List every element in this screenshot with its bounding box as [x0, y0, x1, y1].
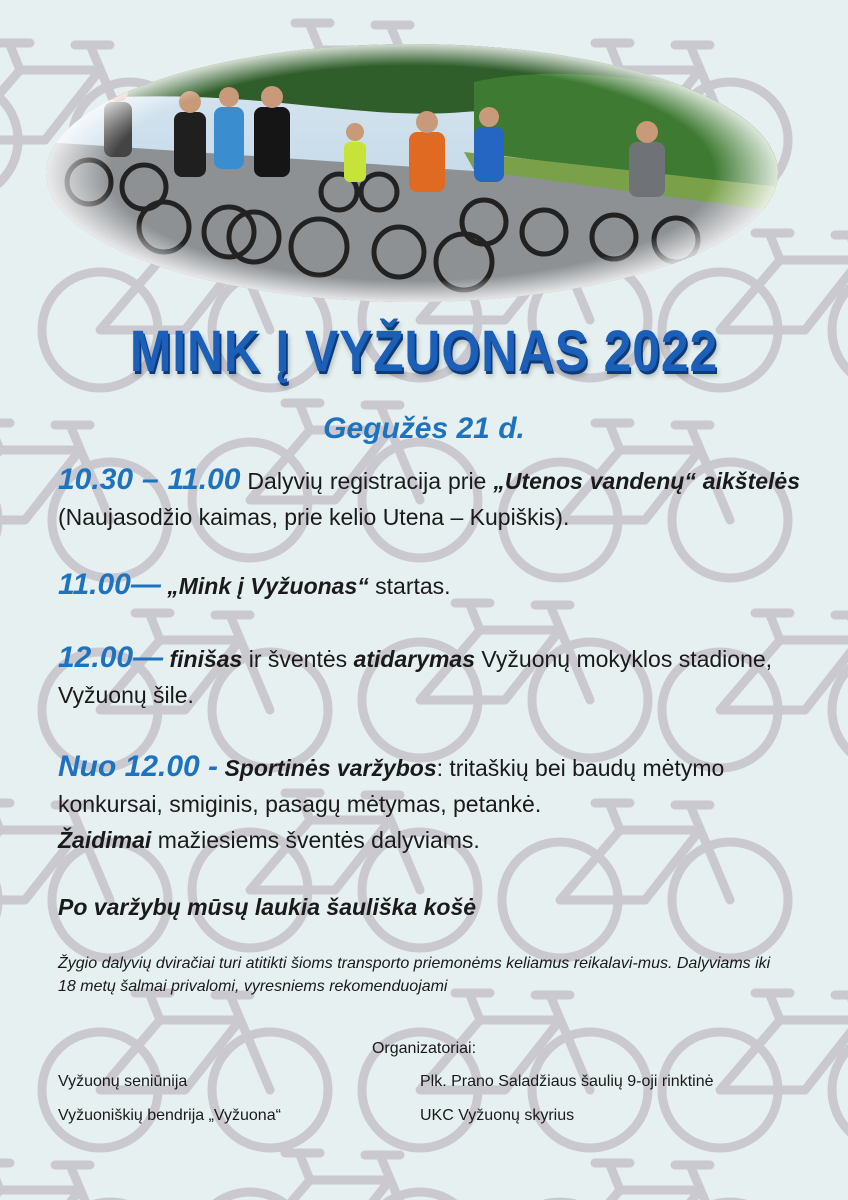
schedule-item-start: [58, 567, 800, 604]
time-finish: 12.00—: [58, 641, 164, 674]
organizer-item: Vyžuoniškių bendrija „Vyžuona“: [58, 1107, 281, 1124]
finish-location: Vyžuonų mokyklos stadione, Vyžuonų šile.: [58, 646, 773, 708]
organizer-item: Plk. Prano Saladžiaus šaulių 9-oji rinktinė: [420, 1073, 714, 1090]
organizer-item: UKC Vyžuonų skyrius: [420, 1107, 575, 1124]
event-date: Gegužės 21 d.: [323, 412, 525, 445]
after-event-text: Po varžybų mūsų laukia šauliška košė: [58, 894, 477, 920]
organizers-title: Organizatoriai:: [371, 1040, 477, 1057]
games-text: mažiesiems šventės dalyviams.: [151, 827, 480, 853]
registration-text: Dalyvių registracija prie: [240, 468, 494, 494]
registration-location-detail: (Naujasodžio kaimas, prie kelio Utena – Kupiškis).: [58, 504, 570, 530]
event-title: MINK Į VYŽUONAS 2022: [129, 319, 719, 384]
schedule-item-sports: [58, 749, 800, 858]
games-label: Žaidimai: [58, 827, 152, 853]
schedule-item-registration: [58, 462, 800, 535]
registration-location: „Utenos vandenų“ aikštelės: [493, 468, 800, 494]
start-event-name: „Mink į Vyžuonas“: [167, 573, 369, 599]
finish-label: finišas: [169, 646, 243, 672]
safety-note: Žygio dalyvių dviračiai turi atitikti šioms transporto priemonėms keliamus reikalavi-mus. Dalyviams iki 18 metų šalmai privalomi, vyresniems rekomenduojami: [58, 955, 771, 995]
finish-text: ir šventės: [242, 646, 354, 672]
time-registration: 10.30 – 11.00: [58, 463, 241, 496]
schedule-item-finish: [58, 640, 800, 713]
sports-text: : tritaškių bei baudų mėtymo konkursai, smiginis, pasagų mėtymas, petankė.: [58, 755, 725, 817]
opening-label: atidarymas: [353, 646, 476, 672]
sports-label: Sportinės varžybos: [224, 755, 437, 781]
schedule: [58, 462, 800, 858]
time-start: 11.00—: [58, 568, 161, 601]
organizer-item: Vyžuonų seniūnija: [58, 1073, 188, 1090]
cyclists-photo: [44, 42, 780, 304]
start-text: startas.: [368, 573, 451, 599]
time-sports: Nuo 12.00 -: [58, 750, 219, 783]
